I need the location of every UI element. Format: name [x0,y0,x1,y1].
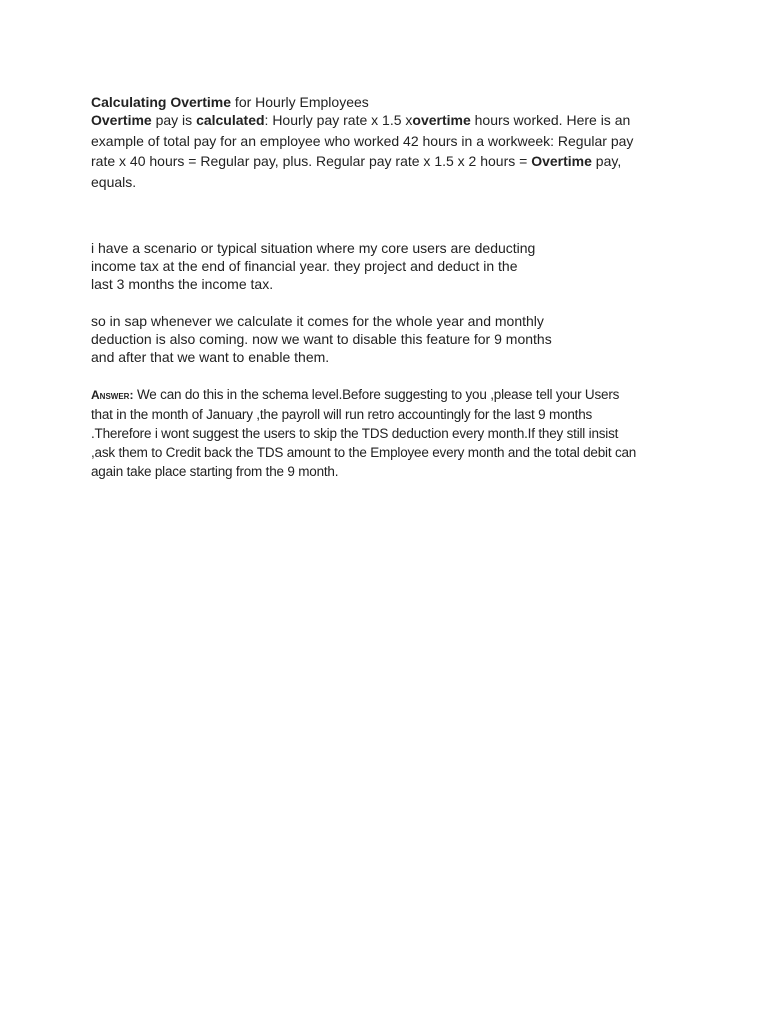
text-span: pay is [151,112,197,128]
scenario-line: income tax at the end of financial year. they project and deduct in the [91,258,518,274]
sap-line: deduction is also coming. now we want to disable this feature for 9 months [91,331,552,347]
overtime-line-1 [91,110,691,131]
scenario-paragraph [91,239,535,293]
text-span: hours worked. Here is an [470,112,631,128]
overtime-line-4: equals. [91,173,137,190]
overtime-line-2: example of total pay for an employee who worked 42 hours in a workweek: Regular pay [91,132,634,149]
answer-line-1 [91,385,636,405]
text-span: : Hourly pay rate x 1.5 x [264,112,413,128]
answer-paragraph [91,385,636,481]
answer-line-2: that in the month of January ,the payroll will run retro accountingly for the last 9 months [91,407,593,422]
answer-label: Answer: [91,388,134,402]
text-span: rate x 40 hours = Regular pay, plus. Regular pay rate x 1.5 x 2 hours = [91,153,532,169]
answer-line-3: .Therefore i wont suggest the users to skip the TDS deduction every month.If they still insist [91,426,619,441]
answer-line-4: ,ask them to Credit back the TDS amount to the Employee every month and the total debit can [91,445,637,460]
heading-bold: Calculating Overtime [91,94,232,110]
document-heading [91,92,369,112]
answer-line-5: again take place starting from the 9 month. [91,464,339,479]
bold-overtime: Overtime [91,112,152,128]
bold-overtime: Overtime [531,153,592,169]
sap-line: so in sap whenever we calculate it comes for the whole year and monthly [91,313,544,329]
sap-paragraph [91,312,552,366]
text-span: pay, [591,153,622,169]
bold-overtime: overtime [412,112,471,128]
text-span: We can do this in the schema level.Before suggesting to you ,please tell your Users [133,387,620,402]
heading-rest: for Hourly Employees [231,94,369,110]
scenario-line: last 3 months the income tax. [91,276,274,292]
bold-calculated: calculated [196,112,265,128]
sap-line: and after that we want to enable them. [91,349,330,365]
scenario-line: i have a scenario or typical situation where my core users are deducting [91,240,536,256]
overtime-line-3 [91,151,691,172]
overtime-paragraph [91,110,691,192]
